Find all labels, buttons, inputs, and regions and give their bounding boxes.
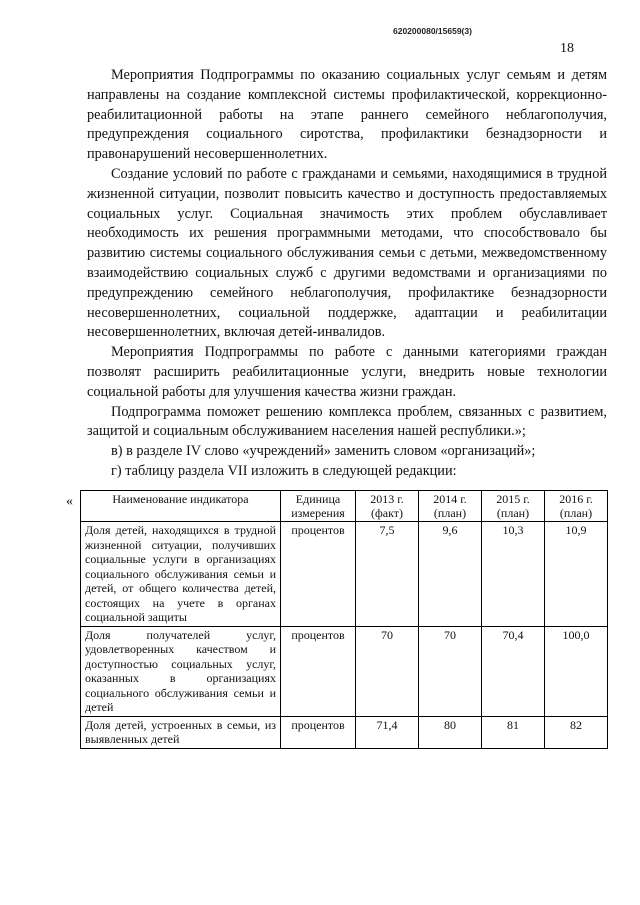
indicator-name-cell: Доля детей, находящихся в трудной жизненной ситуации, получивших социальные услуги в организациях социального обслуживания семьи и детей, от общего количества детей, состоящих на учете в органах социальной защиты [81,522,281,627]
value-2016-cell: 10,9 [545,522,608,627]
table-row [81,626,608,716]
indicator-name-cell: Доля получателей услуг, удовлетворенных качеством и доступностью социальных услуг, оказанных в организациях социального обслуживания семьи и детей [81,626,281,716]
header-indicator-name [81,491,281,522]
header-text: Единица [295,492,341,506]
paragraph: Создание условий по работе с гражданами и семьями, находящимися в трудной жизненной ситуации, позволит повысить качество и доступность предоставляемых социальных услуг. Социальная значимость этих проблем обуславливает необходимость их решения программными методами, что способствовало бы развитию системы социального обслуживания семьи с детьми, межведомственному взаимодействию социальных служб с другими ведомствами и организациями по предупреждению семейного неблагополучия, профилактике безнадзорности несовершеннолетних, социальной поддержке, адаптации и реабилитации несовершеннолетних, включая детей-инвалидов. [87,165,607,341]
paragraph: Подпрограмма поможет решению комплекса проблем, связанных с развитием, защитой и социальным обслуживанием населения нашей республики.»; [87,403,607,440]
document-code: 620200080/15659(3) [393,26,472,36]
header-text: Наименование индикатора [112,492,249,506]
value-2016-cell: 100,0 [545,626,608,716]
table-row [81,522,608,627]
value-2014-cell: 70 [419,626,482,716]
header-text: (план) [433,506,467,520]
header-text: (план) [559,506,593,520]
paragraph: г) таблицу раздела VII изложить в следующей редакции: [111,462,457,479]
header-text: (факт) [370,506,403,520]
header-2014 [419,491,482,522]
header-2016 [545,491,608,522]
table-row [81,716,608,748]
value-2015-cell: 10,3 [482,522,545,627]
value-2013-cell: 71,4 [356,716,419,748]
unit-cell: процентов [281,522,356,627]
unit-cell: процентов [281,626,356,716]
body-text [87,66,607,482]
value-2016-cell: 82 [545,716,608,748]
value-2015-cell: 81 [482,716,545,748]
value-2013-cell: 7,5 [356,522,419,627]
header-text: 2013 г. [370,492,404,506]
header-text: 2016 г. [559,492,593,506]
unit-cell: процентов [281,716,356,748]
open-quote-mark: « [66,494,73,509]
table-header-row [81,491,608,522]
header-text: (план) [496,506,530,520]
paragraph: Мероприятия Подпрограммы по работе с данными категориями граждан позволят расширить реабилитационные услуги, внедрить новые технологии социальной работы для улучшения качества жизни граждан. [87,344,607,400]
value-2015-cell: 70,4 [482,626,545,716]
header-text: 2014 г. [433,492,467,506]
indicator-name-cell: Доля детей, устроенных в семьи, из выявленных детей [81,716,281,748]
page-number: 18 [560,41,574,56]
header-2015 [482,491,545,522]
value-2014-cell: 9,6 [419,522,482,627]
header-unit [281,491,356,522]
paragraph: Мероприятия Подпрограммы по оказанию социальных услуг семьям и детям направлены на создание комплексной системы профилактической, коррекционно-реабилитационной работы на этапе раннего семейного неблагополучия, предупреждения социального сиротства, профилактики безнадзорности и правонарушений несовершеннолетних. [87,67,607,163]
value-2013-cell: 70 [356,626,419,716]
paragraph: в) в разделе IV слово «учреждений» заменить словом «организаций»; [111,443,536,460]
value-2014-cell: 80 [419,716,482,748]
header-text: измерения [291,506,345,520]
indicators-table [80,490,608,749]
header-2013 [356,491,419,522]
header-text: 2015 г. [496,492,530,506]
